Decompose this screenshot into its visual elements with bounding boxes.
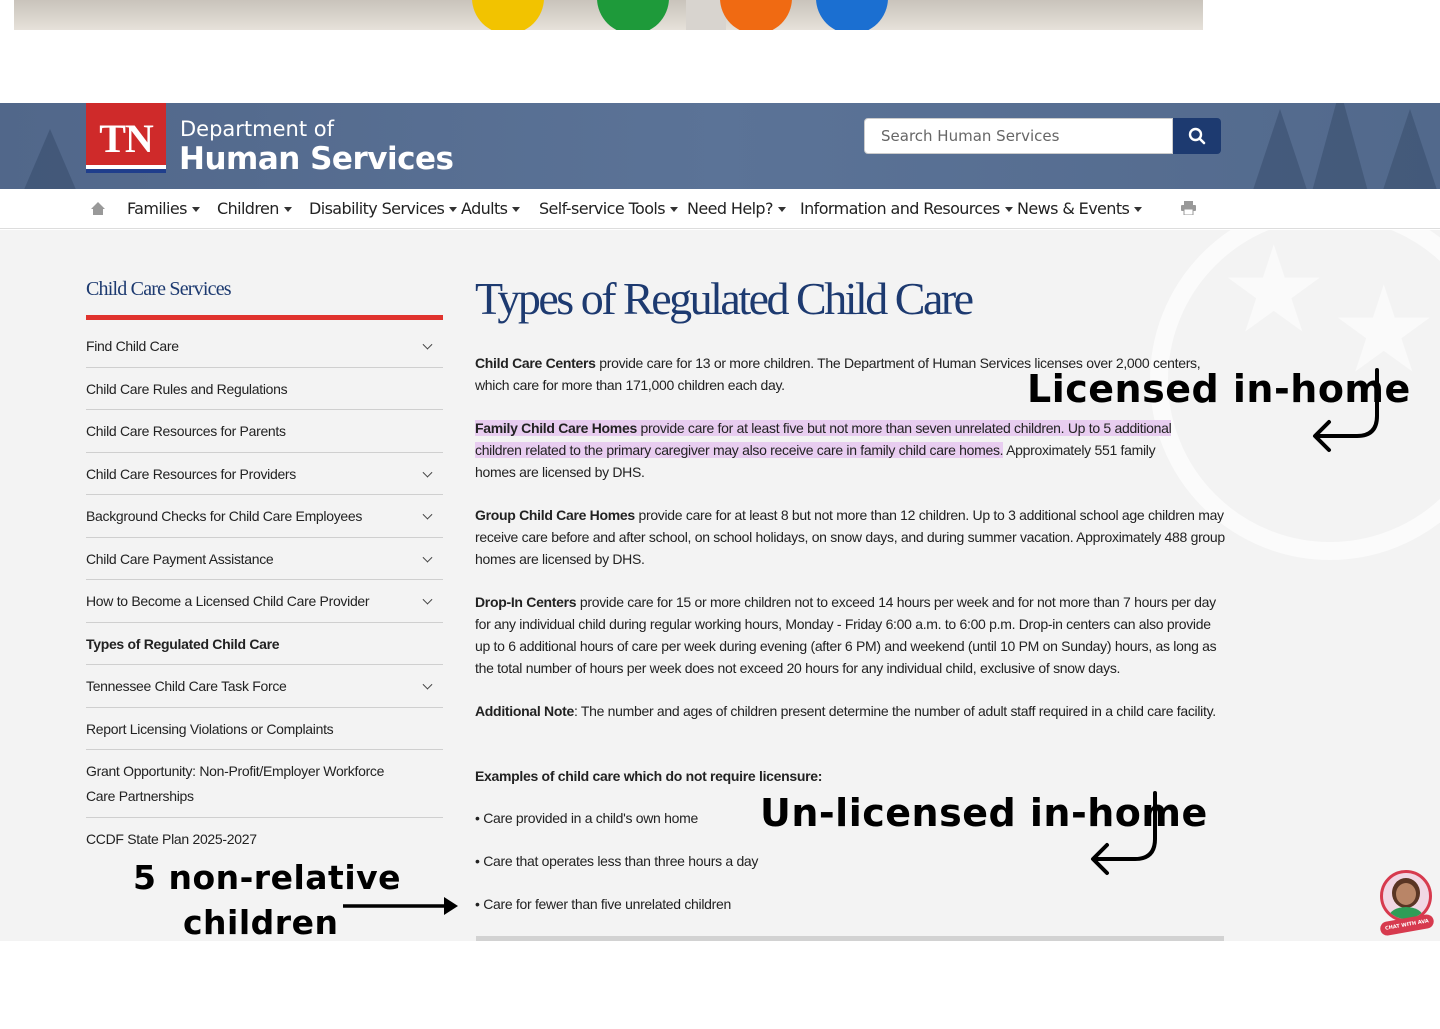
sidebar-item-grant-opportunity[interactable]: Grant Opportunity: Non-Profit/Employer Workforce Care Partnerships <box>86 750 443 818</box>
list-item: • Care that operates less than three hours a day <box>475 853 759 869</box>
paragraph-text: provide care for at least 8 but not more than 12 children. Up to 3 additional school age children may receive care before and after school, on school holidays, on snow days, and during summer vacation. Approximately 488 group homes are licensed by DHS. <box>475 507 1225 567</box>
avatar-face <box>1396 883 1416 905</box>
paragraph-text: provide care for 15 or more children not to exceed 14 hours per week and for not more than 7 hours per day for any individual child during regular working hours, Monday - Friday 6:00 a.m. to 6:00 p.m. Drop-in centers can also provide up to 6 additional hours of care per week during evening (after 6 PM) and weekend (until 10 PM on Sunday) hours, as long as the total number of hours per week does not exceed 20 hours for any individual child, exclusive of snow days. <box>475 594 1217 676</box>
main-nav <box>0 189 1440 229</box>
term-drop-in-centers: Drop-In Centers <box>475 594 577 610</box>
nav-news-events[interactable]: News & Events <box>1017 199 1142 218</box>
content-divider <box>476 936 1224 941</box>
sidebar-item-ccdf-plan[interactable]: CCDF State Plan 2025-2027 <box>86 831 257 847</box>
home-icon[interactable] <box>90 201 106 216</box>
caret-down-icon <box>192 207 200 212</box>
caret-down-icon <box>1134 207 1142 212</box>
caret-down-icon <box>1005 207 1013 212</box>
sidebar-item-resources-providers[interactable]: Child Care Resources for Providers <box>86 453 443 495</box>
caret-down-icon <box>670 207 678 212</box>
sidebar-item-background-checks[interactable]: Background Checks for Child Care Employees <box>86 495 443 538</box>
department-label: Department of <box>180 117 334 141</box>
term-group-homes: Group Child Care Homes <box>475 507 635 523</box>
hero-photo <box>14 0 1203 30</box>
logo-stripe <box>86 169 166 173</box>
sidebar-title[interactable]: Child Care Services <box>86 278 231 300</box>
annotation-nonrelative-line1: 5 non-relative <box>133 858 402 897</box>
yellow-ball <box>472 0 544 30</box>
tn-logo[interactable]: TN <box>86 103 166 173</box>
caret-down-icon <box>512 207 520 212</box>
chevron-down-icon[interactable] <box>423 467 433 477</box>
list-item: • Care provided in a child's own home <box>475 810 698 826</box>
highlight-text: provide care for at least five but not more than seven unrelated children. Up to 5 additional children related to the primary caregiver may also receive care in family child care homes. <box>475 420 1172 458</box>
chevron-down-icon[interactable] <box>423 595 433 605</box>
blue-ball <box>816 0 888 30</box>
list-item: • Care for fewer than five unrelated children <box>475 896 731 912</box>
sidebar-item-find-child-care[interactable]: Find Child Care <box>86 325 443 368</box>
sidebar-item-types-regulated[interactable]: Types of Regulated Child Care <box>86 623 443 665</box>
right-arrow-icon <box>340 894 460 918</box>
nav-adults[interactable]: Adults <box>461 199 520 218</box>
sidebar-item-report-violations[interactable]: Report Licensing Violations or Complaints <box>86 708 443 750</box>
search-bar <box>864 118 1221 154</box>
term-family-homes: Family Child Care Homes <box>475 420 637 436</box>
print-icon[interactable] <box>1181 201 1196 215</box>
chat-badge-label[interactable]: CHAT WITH AVA <box>1379 913 1435 936</box>
sidebar-item-resources-parents[interactable]: Child Care Resources for Parents <box>86 410 443 453</box>
nav-information-resources[interactable]: Information and Resources <box>800 199 1013 218</box>
chevron-down-icon[interactable] <box>423 340 433 350</box>
curved-arrow-icon <box>1305 366 1385 458</box>
chevron-down-icon[interactable] <box>423 510 433 520</box>
curved-arrow-icon <box>1083 789 1163 881</box>
nav-disability-services[interactable]: Disability Services <box>309 199 457 218</box>
paragraph-additional-note <box>475 700 1225 722</box>
nav-self-service-tools[interactable]: Self-service Tools <box>539 199 678 218</box>
nav-children[interactable]: Children <box>217 199 292 218</box>
term-child-care-centers: Child Care Centers <box>475 355 596 371</box>
paragraph-text: Approximately 551 family homes are licensed by DHS. <box>475 442 1156 480</box>
paragraph-text: provide care for 13 or more children. The Department of Human Services licenses over 2,000 centers, which care for more than 171,000 children each day. <box>475 355 1201 393</box>
search-input[interactable] <box>864 118 1173 154</box>
page-title: Types of Regulated Child Care <box>475 273 972 324</box>
department-name[interactable]: Human Services <box>179 141 454 177</box>
caret-down-icon <box>449 207 457 212</box>
sidebar-title-underline <box>86 315 443 320</box>
nav-need-help[interactable]: Need Help? <box>687 199 786 218</box>
green-ball <box>597 0 669 30</box>
sidebar-item-payment-assistance[interactable]: Child Care Payment Assistance <box>86 538 443 580</box>
star-icon: ★ <box>1220 230 1328 357</box>
caret-down-icon <box>284 207 292 212</box>
paragraph-group-homes <box>475 504 1225 570</box>
chevron-down-icon[interactable] <box>423 680 433 690</box>
examples-heading: Examples of child care which do not require licensure: <box>475 768 823 784</box>
search-icon <box>1188 127 1206 145</box>
annotation-nonrelative-line2: children <box>183 903 339 942</box>
orange-ball <box>720 0 792 30</box>
annotation-licensed: Licensed in-home <box>1027 367 1411 411</box>
paragraph-family-homes <box>475 417 1195 483</box>
star-icon: ★ <box>1330 263 1438 397</box>
sidebar-item-rules-regulations[interactable]: Child Care Rules and Regulations <box>86 368 443 410</box>
search-button[interactable] <box>1173 118 1221 154</box>
paragraph-text: : The number and ages of children present determine the number of adult staff required in a child care facility. <box>573 703 1216 719</box>
paragraph-drop-in-centers <box>475 591 1225 679</box>
annotation-unlicensed: Un-licensed in-home <box>760 791 1208 835</box>
sidebar-item-task-force[interactable]: Tennessee Child Care Task Force <box>86 665 443 708</box>
term-additional-note: Additional Note <box>475 703 574 719</box>
sidebar-item-become-provider[interactable]: How to Become a Licensed Child Care Provider <box>86 580 443 623</box>
nav-families[interactable]: Families <box>127 199 200 218</box>
sidebar-menu <box>86 325 443 860</box>
chevron-down-icon[interactable] <box>423 552 433 562</box>
caret-down-icon <box>778 207 786 212</box>
